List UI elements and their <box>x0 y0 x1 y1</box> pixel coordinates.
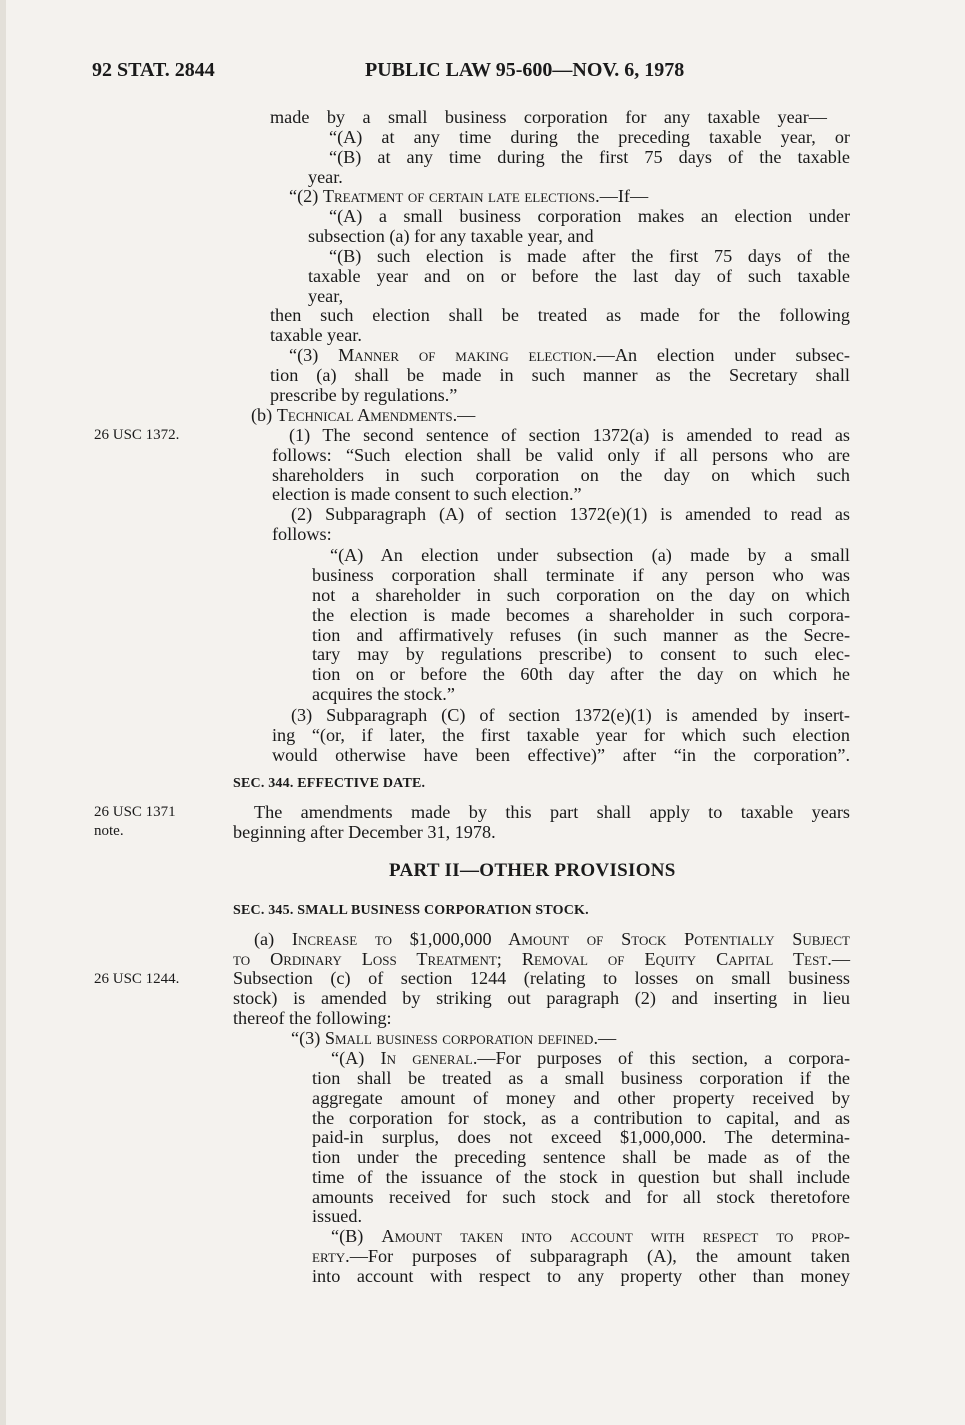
text-line: tion and affirmatively refuses (in such manner as the Secre- <box>312 625 850 645</box>
text-fragment: — <box>598 1028 617 1048</box>
paragraph-heading-line <box>289 345 850 365</box>
text-fragment: “(3) <box>289 345 339 365</box>
text-line: the corporation for stock, as a contribution to capital, and as <box>312 1108 850 1128</box>
text-line: would otherwise have been effective)” after “in the corporation”. <box>272 745 850 765</box>
text-fragment: “(2) <box>289 186 323 206</box>
text-line: ing “(or, if later, the first taxable year for which such election <box>272 725 850 745</box>
stat-reference: 92 STAT. 2844 <box>92 59 215 81</box>
subsection-heading: Technical Amendments. <box>276 405 458 425</box>
scan-edge <box>0 0 6 1425</box>
subsection-heading-line <box>233 949 850 969</box>
paragraph-heading: Amount taken into account with respect to prop- <box>381 1226 850 1246</box>
text-fragment: —If— <box>599 186 649 206</box>
text-line: tion shall be treated as a small business corporation if the <box>312 1068 850 1088</box>
text-line: election is made consent to such election.” <box>272 484 582 504</box>
text-line: made by a small business corporation for any taxable year— <box>270 107 827 127</box>
law-title: PUBLIC LAW 95-600—NOV. 6, 1978 <box>365 59 685 81</box>
text-line: into account with respect to any property other than money <box>312 1266 850 1286</box>
text-line: shareholders in such corporation on the day on which such <box>272 465 850 485</box>
text-line: stock) is amended by striking out paragraph (2) and inserting in lieu <box>233 988 850 1008</box>
text-line: not a shareholder in such corporation on the day on which <box>312 585 850 605</box>
paragraph-heading-line <box>289 186 648 206</box>
margin-note-usc-1244: 26 USC 1244. <box>94 971 180 987</box>
subsection-heading: Increase to $1,000,000 Amount of Stock Potentially Subject <box>291 929 851 949</box>
paragraph-heading: In general. <box>380 1048 478 1068</box>
text-fragment: (b) <box>251 405 277 425</box>
text-line: paid-in surplus, does not exceed $1,000,000. The determina- <box>312 1127 850 1147</box>
text-fragment: (a) <box>254 929 292 949</box>
text-line: (1) The second sentence of section 1372(a) is amended to read as <box>289 425 850 445</box>
text-line: thereof the following: <box>233 1008 392 1028</box>
section-heading-344: SEC. 344. EFFECTIVE DATE. <box>233 776 426 791</box>
margin-note-usc-1371-note: note. <box>94 823 124 839</box>
text-line: issued. <box>312 1206 363 1226</box>
text-fragment: —For purposes of this section, a corpora- <box>477 1048 850 1068</box>
text-line: tary may by regulations prescribe) to consent to such elec- <box>312 644 850 664</box>
text-line: then such election shall be treated as made for the following <box>270 305 850 325</box>
text-line: acquires the stock.” <box>312 684 455 704</box>
text-line: year, <box>308 286 344 306</box>
subsection-heading-line <box>251 405 475 425</box>
text-fragment: —For purposes of subparagraph (A), the amount taken <box>349 1246 850 1266</box>
text-line: time of the issuance of the stock in question but shall include <box>312 1167 850 1187</box>
text-line: business corporation shall terminate if any person who was <box>312 565 850 585</box>
text-line: follows: “Such election shall be valid only if all persons who are <box>272 445 850 465</box>
text-line: taxable year. <box>270 325 362 345</box>
text-fragment: “(3) <box>291 1028 325 1048</box>
text-line: “(B) such election is made after the first 75 days of the <box>329 246 850 266</box>
text-line: Subsection (c) of section 1244 (relating to losses on small business <box>233 968 850 988</box>
text-line: year. <box>308 167 343 187</box>
section-heading-345: SEC. 345. SMALL BUSINESS CORPORATION STOCK. <box>233 903 589 918</box>
text-line: “(B) at any time during the first 75 days of the taxable <box>329 147 850 167</box>
margin-note-usc-1372: 26 USC 1372. <box>94 427 180 443</box>
text-line: beginning after December 31, 1978. <box>233 822 496 842</box>
paragraph-heading: Manner of making election. <box>338 345 597 365</box>
text-line: aggregate amount of money and other property received by <box>312 1088 850 1108</box>
text-fragment: “(A) <box>331 1048 381 1068</box>
text-line: “(A) An election under subsection (a) made by a small <box>330 545 850 565</box>
paragraph-heading-line <box>331 1226 850 1246</box>
subsection-heading-line <box>254 929 850 949</box>
paragraph-heading: erty. <box>312 1246 350 1266</box>
paragraph-heading-line <box>312 1246 850 1266</box>
text-line: tion (a) shall be made in such manner as the Secretary shall <box>270 365 850 385</box>
text-fragment: —An election under subsec- <box>596 345 850 365</box>
text-line: tion under the preceding sentence shall be made as of the <box>312 1147 850 1167</box>
paragraph-heading-line <box>291 1028 616 1048</box>
subsection-heading: to Ordinary Loss Treatment; Removal of Equity Capital Test. <box>233 949 832 969</box>
text-line: (2) Subparagraph (A) of section 1372(e)(1) is amended to read as <box>291 504 850 524</box>
text-line: “(A) at any time during the preceding taxable year, or <box>329 127 850 147</box>
text-line: taxable year and on or before the last day of such taxable <box>308 266 850 286</box>
text-line: (3) Subparagraph (C) of section 1372(e)(1) is amended by insert- <box>291 705 850 725</box>
text-line: amounts received for such stock and for all stock theretofore <box>312 1187 850 1207</box>
text-line: tion on or before the 60th day after the day on which he <box>312 664 850 684</box>
text-line: the election is made becomes a shareholder in such corpora- <box>312 605 850 625</box>
paragraph-heading: Small business corporation defined. <box>324 1028 598 1048</box>
text-line: “(A) a small business corporation makes an election under <box>329 206 850 226</box>
paragraph-heading-line <box>331 1048 850 1068</box>
margin-note-usc-1371: 26 USC 1371 <box>94 804 176 820</box>
text-fragment: “(B) <box>331 1226 382 1246</box>
paragraph-heading: Treatment of certain late elections. <box>322 186 600 206</box>
text-line: follows: <box>272 524 332 544</box>
text-fragment: — <box>457 405 476 425</box>
text-line: The amendments made by this part shall apply to taxable years <box>254 802 850 822</box>
part-heading: PART II—OTHER PROVISIONS <box>389 860 676 881</box>
text-line: prescribe by regulations.” <box>270 385 458 405</box>
text-line: subsection (a) for any taxable year, and <box>308 226 594 246</box>
text-fragment: — <box>831 949 850 969</box>
